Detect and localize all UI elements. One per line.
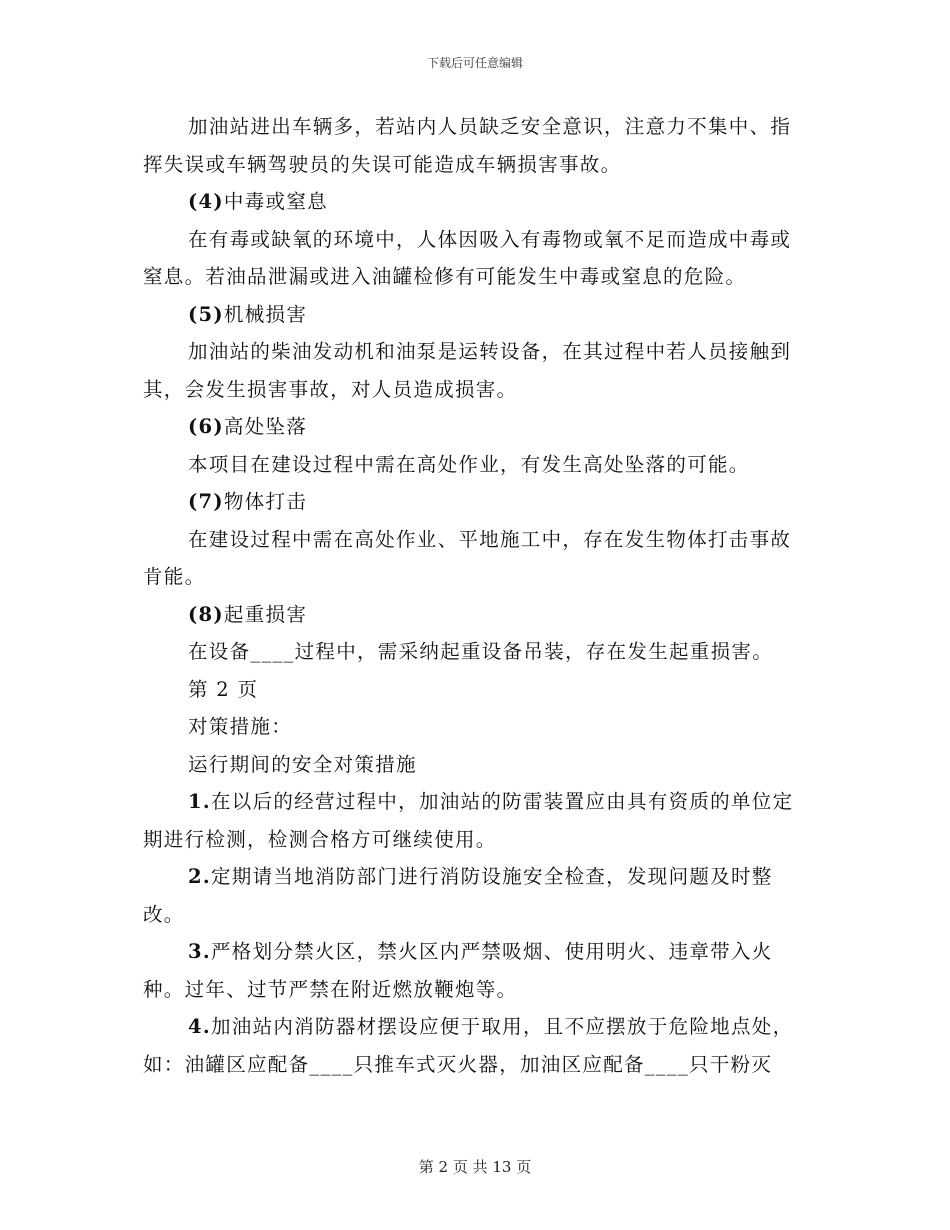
paragraph (143, 296, 808, 334)
item-number: (7) (188, 490, 224, 513)
paragraph (143, 408, 808, 446)
item-number: (8) (188, 602, 224, 626)
page-footer: 第 2 页 共 13 页 (418, 1158, 532, 1176)
paragraph (143, 596, 808, 634)
paragraph-text: 本项目在建设过程中需在高处作业，有发生高处坠落的可能。 (188, 452, 750, 476)
paragraph (143, 446, 808, 484)
paragraph-text: 机械损害 (223, 302, 308, 326)
item-number: (5) (188, 302, 224, 326)
document-body (143, 108, 808, 1083)
paragraph-text: 加油站内消防器材摆设应便于取用，且不应摆放于危险地点处，如：油罐区应配备____只推车式灭火器，加油区应配备____只干粉灭 (143, 1015, 794, 1076)
paragraph-text: 中毒或窒息 (223, 190, 328, 213)
paragraph-text: 定期请当地消防部门进行消防设施安全检查，发现问题及时整改。 (143, 865, 773, 926)
paragraph-text: 高处坠落 (223, 415, 308, 438)
paragraph (143, 333, 808, 408)
paragraph (143, 783, 808, 858)
paragraph-text: 在设备____过程中，需采纳起重设备吊装，存在发生起重损害。 (188, 640, 774, 663)
paragraph-text: 起重损害 (223, 602, 308, 626)
paragraph-text: 加油站的柴油发动机和油泵是运转设备，在其过程中若人员接触到其，会发生损害事故，对人员造成损害。 (143, 340, 792, 401)
paragraph (143, 633, 808, 671)
item-number: (6) (188, 415, 224, 438)
paragraph-text: 在以后的经营过程中，加油站的防雷装置应由具有资质的单位定期进行检测，检测合格方可继续使用。 (143, 790, 794, 851)
paragraph (143, 746, 808, 784)
page-header: 下载后可任意编辑 (426, 56, 523, 70)
paragraph (143, 708, 808, 746)
item-number: 1. (188, 790, 211, 813)
paragraph (143, 108, 808, 183)
item-number: (4) (188, 190, 224, 213)
item-number: 3. (188, 940, 211, 963)
item-number: 2. (188, 865, 211, 888)
paragraph-text: 加油站进出车辆多，若站内人员缺乏安全意识，注意力不集中、指挥失误或车辆驾驶员的失误可能造成车辆损害事故。 (143, 115, 792, 176)
paragraph (143, 858, 808, 933)
paragraph-text: 第 2 页 (188, 677, 259, 701)
paragraph-text: 在有毒或缺氧的环境中，人体因吸入有毒物或氧不足而造成中毒或窒息。若油品泄漏或进入油罐检修有可能发生中毒或窒息的危险。 (143, 227, 792, 288)
paragraph (143, 221, 808, 296)
paragraph (143, 933, 808, 1008)
paragraph-text: 严格划分禁火区，禁火区内严禁吸烟、使用明火、违章带入火种。过年、过节严禁在附近燃放鞭炮等。 (143, 940, 773, 1001)
paragraph (143, 183, 808, 221)
paragraph (143, 671, 808, 709)
paragraph (143, 483, 808, 521)
paragraph-text: 在建设过程中需在高处作业、平地施工中，存在发生物体打击事故肯能。 (143, 527, 792, 588)
paragraph-text: 对策措施： (188, 715, 293, 738)
paragraph-text: 物体打击 (223, 490, 308, 513)
paragraph-text: 运行期间的安全对策措施 (188, 752, 417, 776)
paragraph (143, 1008, 808, 1083)
paragraph (143, 521, 808, 596)
item-number: 4. (188, 1015, 211, 1038)
